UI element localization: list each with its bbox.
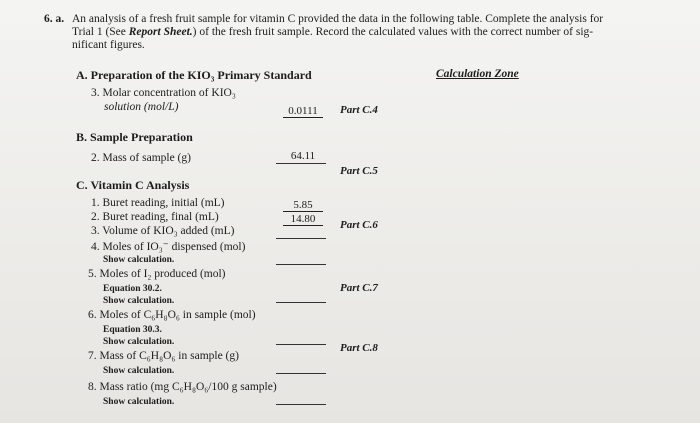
question-number-label: 6. [44, 13, 53, 25]
answer-line-c4 [276, 264, 326, 265]
note-c5-show-calc: Show calculation. [103, 296, 175, 306]
answer-line-c5 [276, 302, 326, 303]
item-a3-line2: solution (mol/L) [104, 101, 179, 113]
value-molar-concentration: 0.0111 [283, 105, 323, 118]
value-mass-sample: 64.11 [290, 150, 316, 162]
note-c8-show-calc: Show calculation. [103, 397, 175, 407]
section-a-title: A. Preparation of the KIO₃ Primary Standard [76, 68, 312, 82]
question-number [44, 13, 64, 26]
question-line-2-pre: Trial 1 (See [72, 26, 129, 38]
answer-line-b2 [276, 163, 326, 164]
part-c7-label: Part C.7 [340, 282, 378, 294]
answer-line-c6 [276, 344, 326, 345]
part-c8-label: Part C.8 [340, 342, 378, 354]
item-c7: 7. Mass of C₆H₈O₆ in sample (g) [88, 350, 239, 362]
part-c5-label: Part C.5 [340, 165, 378, 177]
item-c6: 6. Moles of C₆H₈O₆ in sample (mol) [88, 309, 256, 321]
calculation-zone-heading: Calculation Zone [436, 68, 519, 80]
report-sheet-ref: Report Sheet. [128, 26, 193, 38]
value-buret-initial: 5.85 [283, 199, 323, 212]
item-b2: 2. Mass of sample (g) [91, 152, 191, 164]
answer-line-c7 [276, 373, 326, 374]
note-c5-equation: Equation 30.2. [103, 284, 162, 294]
part-c4-label: Part C.4 [340, 104, 378, 116]
question-line-2-post: ) of the fresh fruit sample. Record the calculated values with the correct number of sig- [192, 26, 594, 38]
question-line-1: An analysis of a fresh fruit sample for vitamin C provided the data in the following table. Complete the analysis for [72, 13, 604, 25]
note-c6-equation: Equation 30.3. [103, 325, 162, 335]
item-c8: 8. Mass ratio (mg C₆H₈O₆/100 g sample) [88, 381, 277, 393]
note-c7-show-calc: Show calculation. [103, 366, 175, 376]
section-c-title: C. Vitamin C Analysis [76, 178, 190, 192]
item-c2: 2. Buret reading, final (mL) [91, 211, 219, 223]
question-line-2 [72, 26, 593, 39]
section-b-title: B. Sample Preparation [76, 130, 193, 144]
question-line-3: nificant figures. [72, 39, 145, 51]
note-c4-show-calc: Show calculation. [103, 255, 175, 265]
note-c6-show-calc: Show calculation. [103, 337, 175, 347]
item-c5: 5. Moles of I₂ produced (mol) [88, 268, 226, 280]
value-buret-final: 14.80 [283, 213, 323, 226]
item-c3: 3. Volume of KIO₃ added (mL) [91, 225, 235, 237]
question-part-label: a. [55, 13, 65, 25]
answer-line-c3 [276, 238, 326, 239]
answer-line-c8 [276, 404, 326, 405]
item-c4: 4. Moles of IO₃⁻ dispensed (mol) [91, 241, 246, 253]
item-c1: 1. Buret reading, initial (mL) [91, 197, 225, 209]
item-a3-line1: 3. Molar concentration of KIO₃ [91, 87, 236, 99]
part-c6-label: Part C.6 [340, 219, 378, 231]
